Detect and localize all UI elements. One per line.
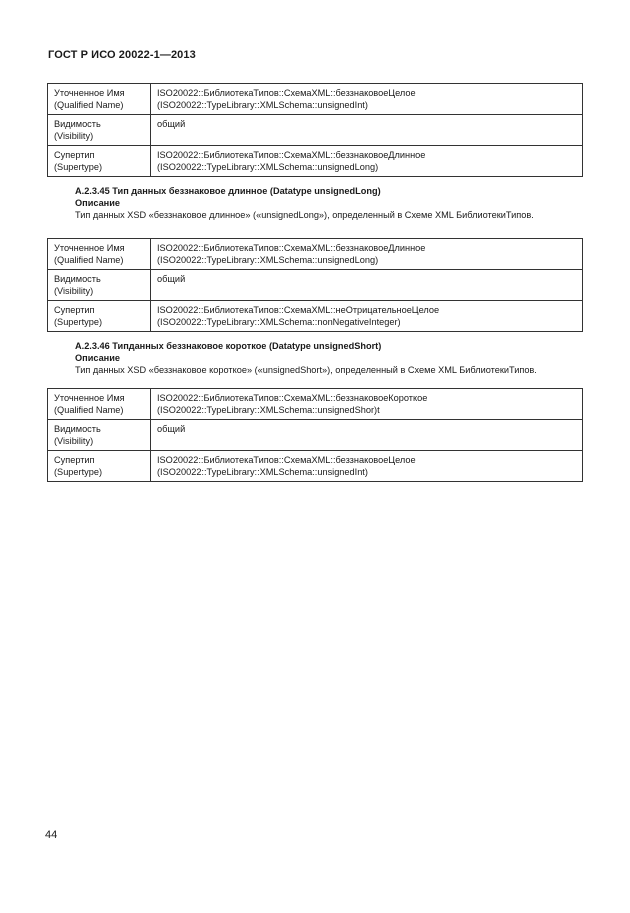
section-description: Тип данных XSD «беззнаковое короткое» («unsignedShort»), определенный в Схеме XML БиблиотекиТипов. xyxy=(75,365,537,375)
section-title: А.2.3.45 Тип данных беззнаковое длинное (Datatype unsignedLong) xyxy=(75,186,381,196)
table-row xyxy=(48,146,583,177)
row-value: ISO20022::БиблиотекаТипов::СхемаXML::неОтрицательноеЦелое (ISO20022::TypeLibrary::XMLSchema::nonNegativeInteger) xyxy=(151,301,583,332)
attribute-table-2 xyxy=(47,238,583,332)
table-row xyxy=(48,389,583,420)
attribute-table-1 xyxy=(47,83,583,177)
table-row xyxy=(48,301,583,332)
row-label: Уточненное Имя (Qualified Name) xyxy=(48,389,151,420)
row-label: Супертип (Supertype) xyxy=(48,301,151,332)
table-row xyxy=(48,84,583,115)
row-label: Видимость (Visibility) xyxy=(48,420,151,451)
section-description: Тип данных XSD «беззнаковое длинное» («unsignedLong»), определенный в Схеме XML БиблиотекиТипов. xyxy=(75,210,534,220)
table-row xyxy=(48,420,583,451)
section-subtitle: Описание xyxy=(75,353,120,363)
row-value: ISO20022::БиблиотекаТипов::СхемаXML::беззнаковоеЦелое (ISO20022::TypeLibrary::XMLSchema::unsignedInt) xyxy=(151,451,583,482)
table-row xyxy=(48,239,583,270)
row-label: Видимость (Visibility) xyxy=(48,270,151,301)
section-subtitle: Описание xyxy=(75,198,120,208)
table-row xyxy=(48,451,583,482)
row-label: Видимость (Visibility) xyxy=(48,115,151,146)
row-label: Уточненное Имя (Qualified Name) xyxy=(48,84,151,115)
section-title: А.2.3.46 Типданных беззнаковое короткое (Datatype unsignedShort) xyxy=(75,341,382,351)
attribute-table-3 xyxy=(47,388,583,482)
row-value: ISO20022::БиблиотекаТипов::СхемаXML::беззнаковоеДлинное (ISO20022::TypeLibrary::XMLSchema::unsignedLong) xyxy=(151,239,583,270)
document-header: ГОСТ Р ИСО 20022-1—2013 xyxy=(48,49,196,61)
row-value: ISO20022::БиблиотекаТипов::СхемаXML::беззнаковоеДлинное (ISO20022::TypeLibrary::XMLSchema::unsignedLong) xyxy=(151,146,583,177)
row-value: общий xyxy=(151,115,583,146)
table-row xyxy=(48,270,583,301)
row-label: Уточненное Имя (Qualified Name) xyxy=(48,239,151,270)
row-label: Супертип (Supertype) xyxy=(48,146,151,177)
row-value: ISO20022::БиблиотекаТипов::СхемаXML::беззнаковоеЦелое (ISO20022::TypeLibrary::XMLSchema::unsignedInt) xyxy=(151,84,583,115)
row-value: общий xyxy=(151,420,583,451)
row-label: Супертип (Supertype) xyxy=(48,451,151,482)
page-number: 44 xyxy=(45,829,58,841)
row-value: ISO20022::БиблиотекаТипов::СхемаXML::беззнаковоеКороткое (ISO20022::TypeLibrary::XMLSchema::unsignedShor)t xyxy=(151,389,583,420)
table-row xyxy=(48,115,583,146)
row-value: общий xyxy=(151,270,583,301)
